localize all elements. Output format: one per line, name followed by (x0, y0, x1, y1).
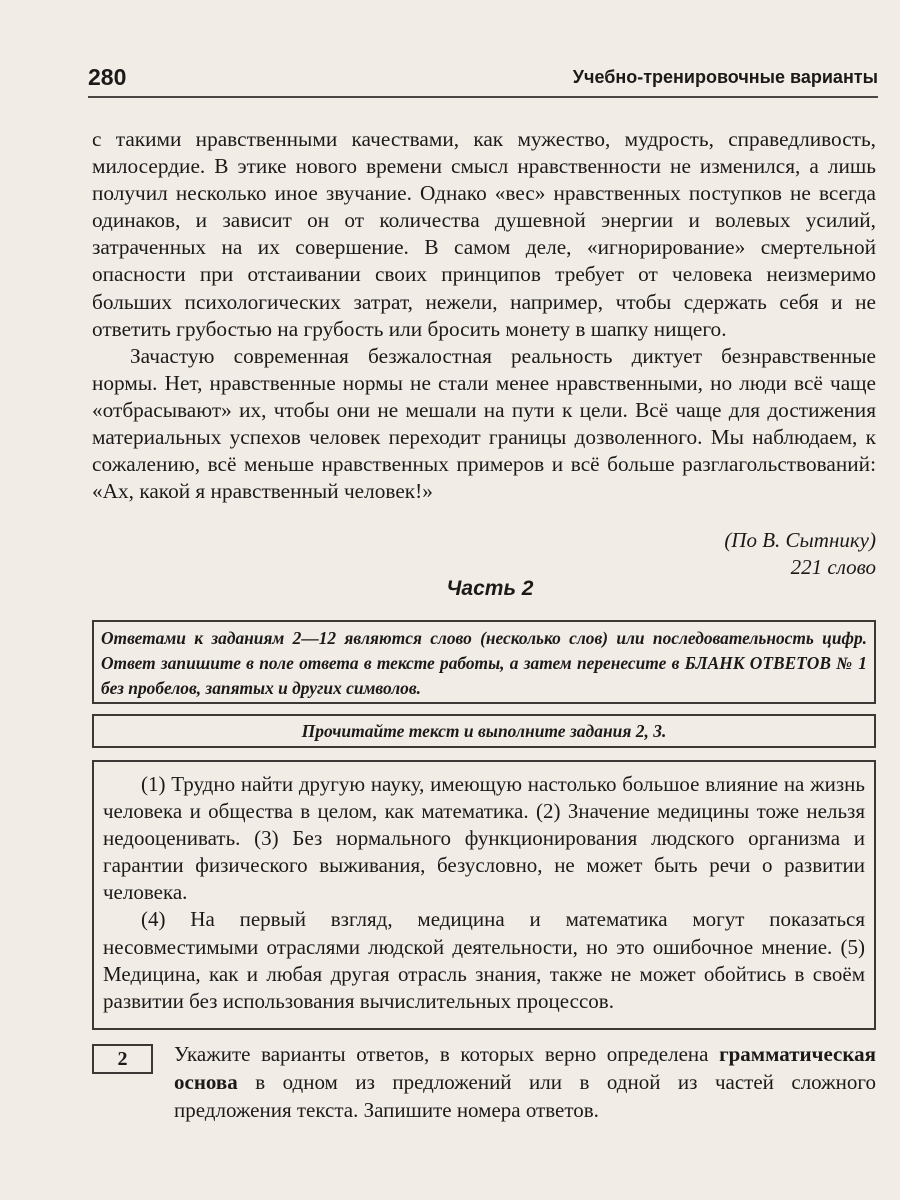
essay-text (92, 126, 876, 505)
task-text-bold: грамматическая основа (174, 1042, 876, 1094)
source-author: (По В. Сытнику) (724, 528, 876, 552)
essay-paragraph-2: Зачастую современная безжалостная реальность диктует безнравственные нормы. Нет, нравственные нормы не стали менее нравственными, но люди всё чаще «отбрасывают» их, чтобы они не мешали на пути к цели. Всё чаще для достижения материальных успехов человек переходит границы дозволенного. Мы наблюдаем, к сожалению, всё меньше нравственных примеров и всё больше разглагольствований: «Ах, какой я нравственный человек!» (92, 343, 876, 504)
page-header (88, 60, 878, 98)
passage-paragraph-1: (1) Трудно найти другую науку, имеющую настолько большое влияние на жизнь человека и общества в целом, как математика. (2) Значение медицины тоже нельзя недооценивать. (3) Без нормального функционирования людского организма и гарантии физического выживания, безусловно, не может быть речи о развитии человека. (103, 772, 865, 905)
task-text-after: в одном из предложений или в одной из частей сложного предложения текста. Запишите номера ответов. (174, 1070, 876, 1122)
word-count: 221 слово (790, 555, 876, 579)
task-2-text (174, 1040, 876, 1124)
essay-paragraph-1: с такими нравственными качествами, как мужество, мудрость, справедливость, милосердие. В этике нового времени смысл нравственности не изменился, а лишь получил несколько иное звучание. Однако «вес» нравственных поступков не всегда одинаков, и зависит он от количества душевной энергии и волевых усилий, затраченных на их совершение. В самом деле, «игнорирование» смертельной опасности при отстаивании своих принципов требует от человека неизмеримо больших психологических затрат, нежели, например, чтобы сдержать себя и не ответить грубостью на грубость или бросить монету в шапку нищего. (92, 127, 876, 341)
read-task-box: Прочитайте текст и выполните задания 2, 3. (92, 714, 876, 748)
page-number: 280 (88, 64, 127, 90)
essay-source (724, 527, 876, 581)
passage-box (92, 760, 876, 1030)
task-number-box: 2 (92, 1044, 153, 1074)
task-text-before: Укажите варианты ответов, в которых верно определена (174, 1042, 720, 1066)
passage-paragraph-2: (4) На первый взгляд, медицина и математика могут показаться несовместимыми отраслями людской деятельности, но это ошибочное мнение. (5) Медицина, как и любая другая отрасль знания, также не может обойтись в своём развитии без использования вычислительных процессов. (103, 907, 865, 1013)
instruction-box: Ответами к заданиям 2—12 являются слово (несколько слов) или последовательность цифр. Ответ запишите в поле ответа в тексте работы, а затем перенесите в БЛАНК ОТВЕТОВ № 1 без пробелов, запятых и других символов. (92, 620, 876, 704)
running-title: Учебно-тренировочные варианты (572, 67, 878, 87)
part-title: Часть 2 (446, 577, 534, 600)
